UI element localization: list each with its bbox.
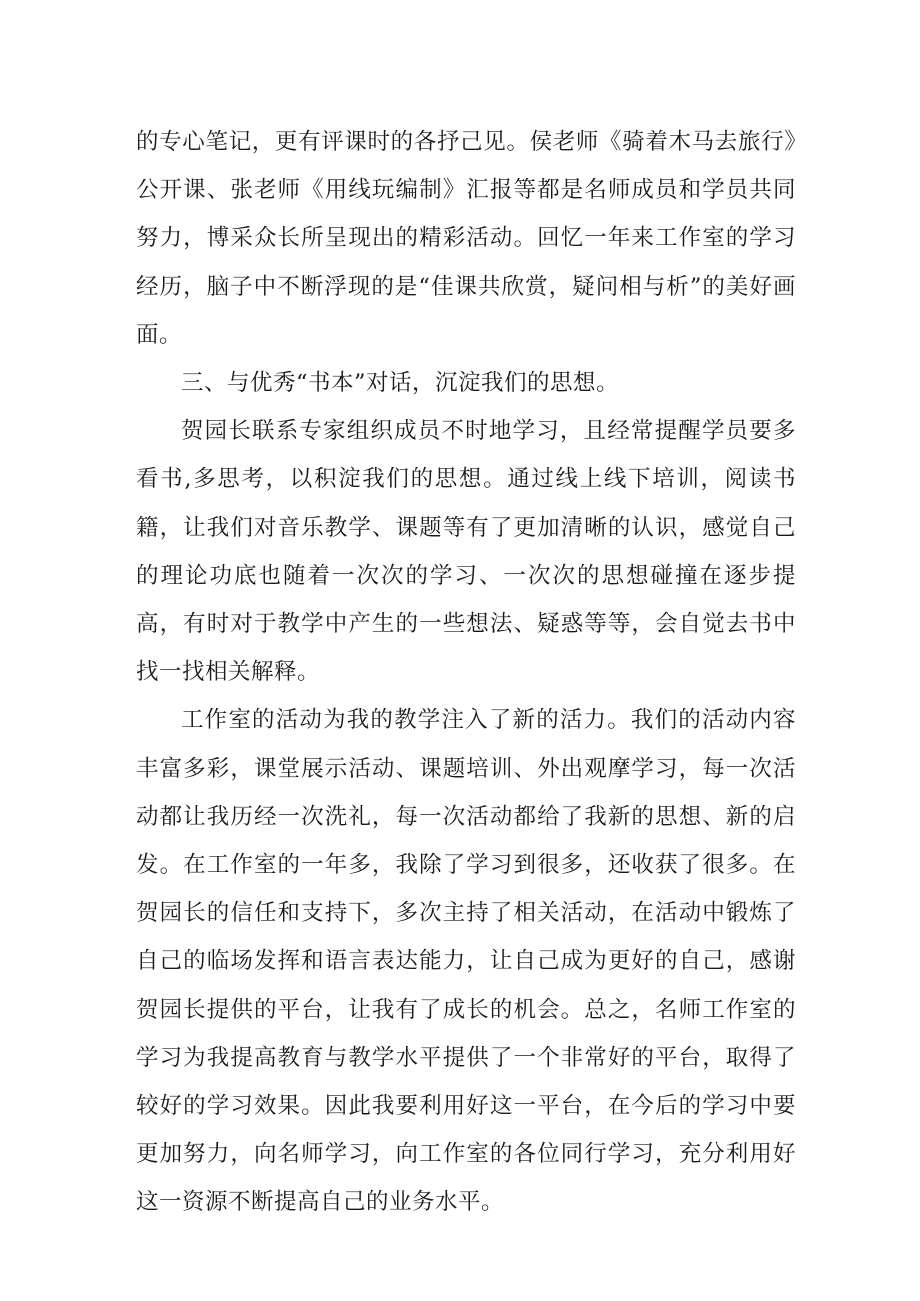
paragraph-activities: 工作室的活动为我的教学注入了新的活力。我们的活动内容丰富多彩，课堂展示活动、课题培训、外出观摩学习，每一次活动都让我历经一次洗礼，每一次活动都给了我新的思想、新的启发。在工作室的一年多，我除了学习到很多，还收获了很多。在贺园长的信任和支持下，多次主持了相关活动，在活动中锻炼了自己的临场发挥和语言表达能力，让自己成为更好的自己，感谢贺园长提供的平台，让我有了成长的机会。总之，名师工作室的学习为我提高教育与教学水平提供了一个非常好的平台，取得了较好的学习效果。因此我要利用好这一平台，在今后的学习中要更加努力，向名师学习，向工作室的各位同行学习，充分利用好这一资源不断提高自己的业务水平。 — [136, 707, 796, 1216]
paragraph-reading: 贺园长联系专家组织成员不时地学习，且经常提醒学员要多看书,多思考，以积淀我们的思想。通过线上线下培训，阅读书籍，让我们对音乐教学、课题等有了更加清晰的认识，感觉自己的理论功底也随着一次次的学习、一次次的思想碰撞在逐步提高，有时对于教学中产生的一些想法、疑惑等等，会自觉去书中找一找相关解释。 — [136, 418, 796, 686]
paragraph-continuation: 的专心笔记，更有评课时的各抒己见。侯老师《骑着木马去旅行》公开课、张老师《用线玩编制》汇报等都是名师成员和学员共同努力，博采众长所呈现出的精彩活动。回忆一年来工作室的学习经历，脑子中不断浮现的是“佳课共欣赏，疑问相与析”的美好画面。 — [136, 129, 796, 348]
document-body — [136, 118, 796, 1227]
section-heading-three: 三、与优秀“书本”对话，沉淀我们的思想。 — [181, 370, 620, 397]
